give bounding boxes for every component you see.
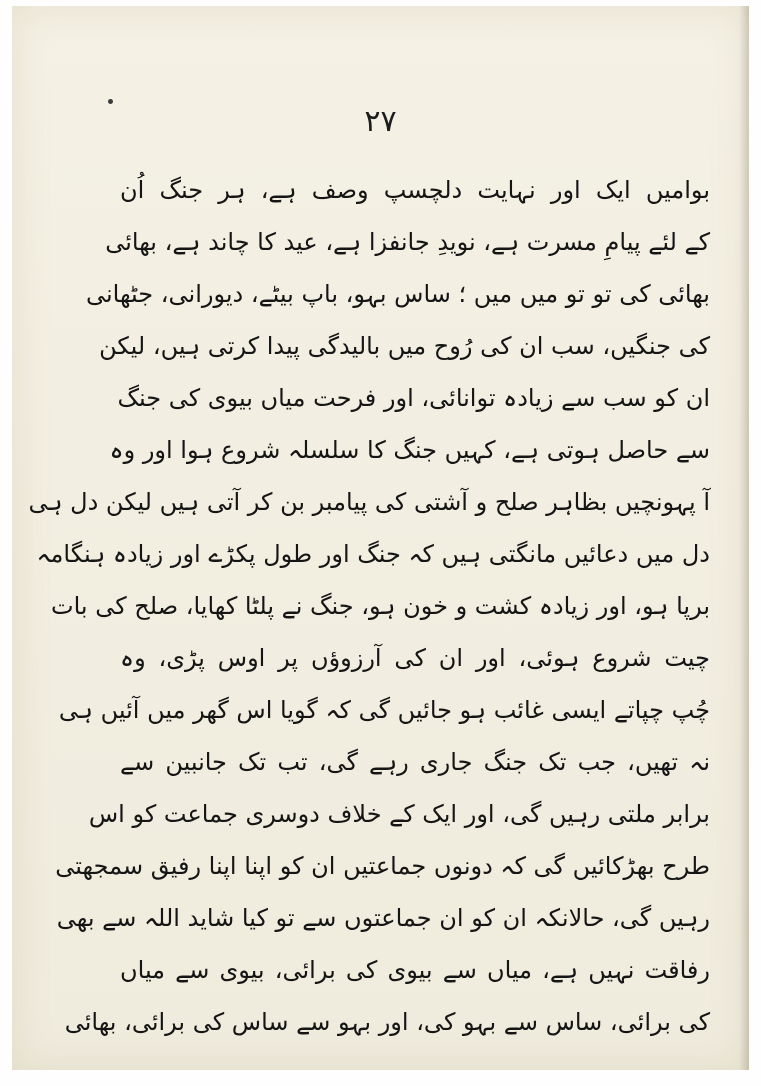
- text-line: آ پہونچیں بظاہر صلح و آشتی کی پیامبر بن کر آتی ہیں لیکن دل ہی: [28, 488, 710, 516]
- page-number: ۲۷: [364, 104, 397, 139]
- text-line: چُپ چپاتے ایسی غائب ہو جائیں گی کہ گویا اس گھر میں آئیں ہی: [58, 696, 710, 724]
- text-line: ان کو سب سے زیادہ توانائی، اور فرحت میاں بیوی کی جنگ: [117, 384, 710, 412]
- text-line: چیت شروع ہوئی، اور ان کی آرزوؤں پر اوس پڑی، وہ: [120, 644, 710, 672]
- text-line: طرح بھڑکائیں گی کہ دونوں جماعتیں ان کو اپنا اپنا رفیق سمجھتی: [55, 852, 710, 880]
- text-line: بھائی کی تو تو میں میں ؛ ساس بہو، باپ بیٹے، دیورانی، جٹھانی: [86, 280, 710, 308]
- text-line: بوامیں ایک اور نہایت دلچسپ وصف ہے، ہر جنگ اُن: [120, 176, 710, 204]
- page-edge-shadow: [739, 6, 749, 1070]
- text-line: برپا ہو، اور زیادہ کشت و خون ہو، جنگ نے پلٹا کھایا، صلح کی بات: [50, 592, 710, 620]
- book-page: [12, 6, 749, 1070]
- text-line: کی برائی، ساس سے بہو کی، اور بہو سے ساس کی برائی، بھائی: [64, 1008, 710, 1036]
- text-line: دل میں دعائیں مانگتی ہیں کہ جنگ اور طول پکڑے اور زیادہ ہنگامہ: [36, 540, 710, 568]
- text-line: رہیں گی، حالانکہ ان کو ان جماعتوں سے تو کیا شاید اللہ سے بھی: [56, 904, 710, 932]
- text-line: رفاقت نہیں ہے، میاں سے بیوی کی برائی، بیوی سے میاں: [120, 956, 710, 984]
- text-line: کے لئے پیامِ مسرت ہے، نویدِ جانفزا ہے، عید کا چاند ہے، بھائی: [105, 228, 710, 256]
- text-line: کی جنگیں، سب ان کی رُوح میں بالیدگی پیدا کرتی ہیں، لیکن: [99, 332, 710, 360]
- text-line: برابر ملتی رہیں گی، اور ایک کے خلاف دوسری جماعت کو اس: [88, 800, 710, 828]
- body-text: [28, 164, 710, 1048]
- text-line: نہ تھیں، جب تک جنگ جاری رہے گی، تب تک جانبین سے: [120, 748, 710, 776]
- text-line: سے حاصل ہوتی ہے، کہیں جنگ کا سلسلہ شروع ہوا اور وہ: [109, 436, 710, 464]
